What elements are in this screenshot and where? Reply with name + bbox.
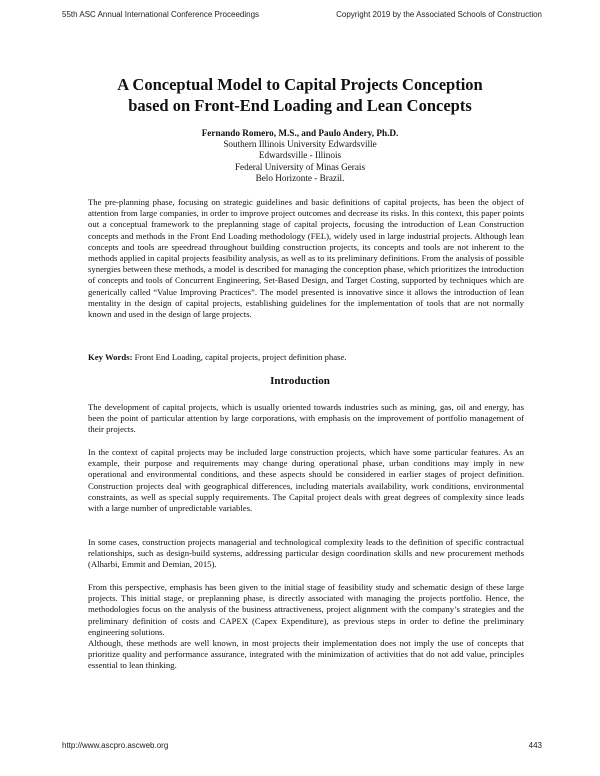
page-number: 443 [528,741,542,750]
running-header-copyright: Copyright 2019 by the Associated Schools of Construction [336,10,542,19]
intro-paragraph-5: Although, these methods are well known, in most projects their implementation does not imply the use of concepts that prioritize quality and performance assurance, integrated with the minimization of activities that do not add value, principles essential to lean thinking. [88,638,524,671]
section-heading-introduction: Introduction [270,375,330,387]
paper-title [60,74,540,116]
keywords-label: Key Words: [88,352,133,362]
author-block [60,128,540,184]
intro-paragraph-4: From this perspective, emphasis has been given to the initial stage of feasibility study and schematic design of these large projects. This initial stage, or preplanning phase, is directly associated with managing the projects portfolio. Hence, the methodologies focus on the analysis of the business attractiveness, project alignment with the company’s strategies and the preliminary definition of costs and CAPEX (Capex Expenditure), as previous steps in order to define the preliminary engineering solutions. [88,582,524,637]
keywords [88,352,524,363]
running-header-conference: 55th ASC Annual International Conference Proceedings [62,10,260,19]
paper-title-line-2: based on Front-End Loading and Lean Concepts [128,96,472,115]
keywords-text: Front End Loading, capital projects, project definition phase. [134,352,347,362]
affiliation-3: Federal University of Minas Gerais [234,161,366,172]
author-names: Fernando Romero, M.S., and Paulo Andery, Ph.D. [201,128,399,138]
paper-title-line-1: A Conceptual Model to Capital Projects Conception [117,75,483,94]
footer-url[interactable]: http://www.ascpro.ascweb.org [62,741,169,750]
abstract: The pre-planning phase, focusing on strategic guidelines and basic definitions of capital projects, has been the object of attention from large companies, in order to improve project outcomes and decrease its risks. In this context, this paper points out a conceptual framework to the preplanning stage of capital projects, focusing the introduction of Lean Construction concepts and methods in the Front End Loading methodology (FEL), widely used in large industrial projects. Although lean concepts and tools are speedread throughout building construction projects, its concepts and tools are not inherent to the methods applied in capital projects feasibility analysis, as well as to its preliminary definitions. From the analysis of possible synergies between these methods, a model is described for managing the conception phase, which prioritizes the introduction of concepts and tools of Concurrent Engineering, Set-Based Design, and Target Costing, supported by techniques which are generically called “Value Improving Practices”. The model presented is innovative since it allows the introduction of lean mentality in the design of capital projects, establishing guidelines for the implementation of tools that are not normally known and used in the design of large projects. [88,197,524,320]
affiliation-4: Belo Horizonte - Brazil. [255,172,345,183]
intro-paragraph-1: The development of capital projects, which is usually oriented towards industries such as mining, gas, oil and energy, has been the point of particular attention by large corporations, with emphasis on the improvement of portfolio management of their projects. [88,402,524,435]
intro-paragraph-2: In the context of capital projects may be included large construction projects, which have some particular features. As an example, their purpose and requirements may change during operational phase, urban conditions may imply in new operational and environmental conditions, and these aspects should be considered in earlier stages of project definition. Construction projects deal with geographical differences, including materials availability, work conditions, environmental constraints, as well as special supply requirements. The Capital project deals with great degrees of complexity since leads with a large number of unpredictable variables. [88,447,524,514]
intro-paragraph-3: In some cases, construction projects managerial and technological complexity leads to the definition of specific contractual relationships, such as design-build systems, addressing particular design coordination skills and new procurement methods (Alharbi, Emmit and Demian, 2015). [88,537,524,570]
affiliation-2: Edwardsville - Illinois [258,150,342,161]
affiliation-1: Southern Illinois University Edwardsville [223,139,377,150]
